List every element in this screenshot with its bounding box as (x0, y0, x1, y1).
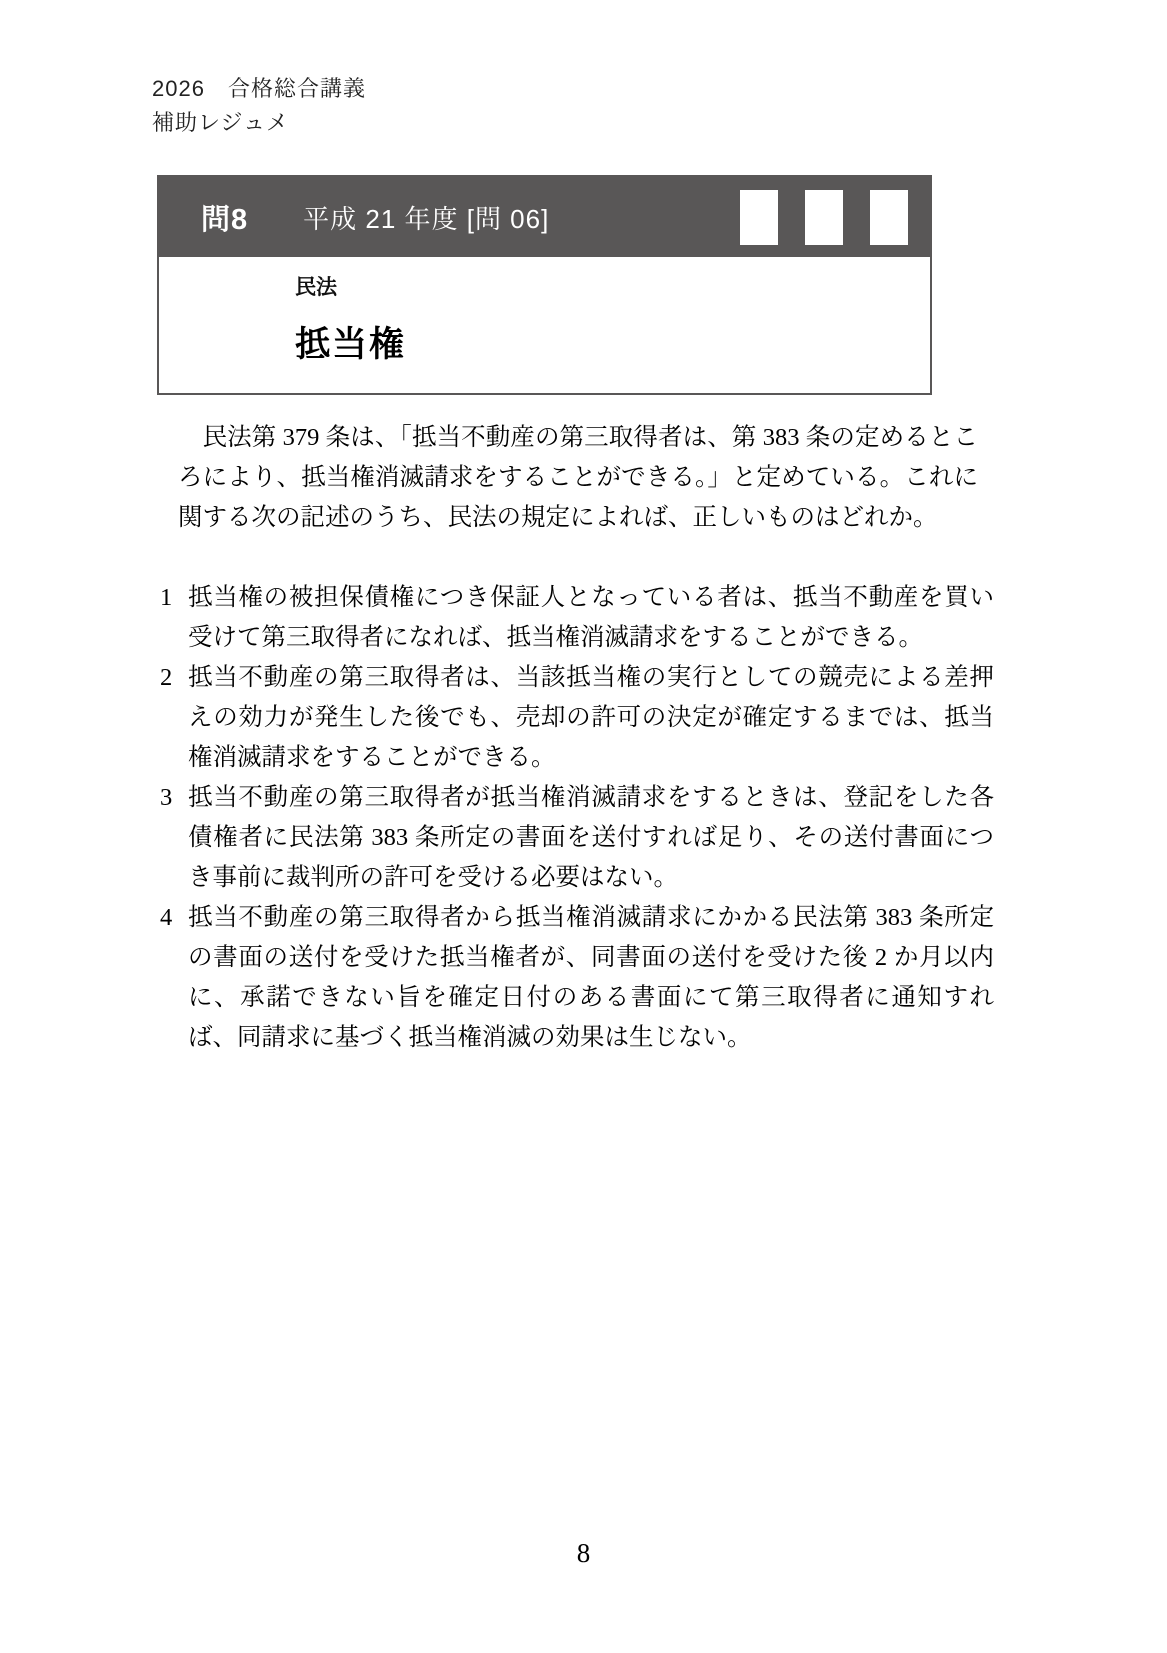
course-identifier (152, 72, 366, 140)
options-list (152, 578, 994, 1058)
option-text: 抵当権の被担保債権につき保証人となっている者は、抵当不動産を買い受けて第三取得者になれば、抵当権消滅請求をすることができる。 (188, 584, 994, 651)
option-text: 抵当不動産の第三取得者が抵当権消滅請求をするときは、登記をした各債権者に民法第 383 条所定の書面を送付すれば足り、その送付書面につき事前に裁判所の許可を受ける必要はない。 (188, 784, 994, 891)
topic-title: 抵当権 (295, 325, 407, 364)
course-subtitle: 補助レジュメ (152, 110, 290, 135)
question-stem: 民法第 379 条は、「抵当不動産の第三取得者は、第 383 条の定めるところにより、抵当権消滅請求をすることができる。」と定めている。これに関する次の記述のうち、民法の規定によれば、正しいものはどれか。 (178, 424, 978, 531)
course-title: 2026 合格総合講義 (152, 76, 366, 101)
option-number: 1 (160, 584, 173, 611)
page-number: 8 (576, 1538, 591, 1568)
option-number: 3 (160, 784, 173, 811)
option-number: 2 (160, 664, 173, 691)
option-2 (160, 658, 994, 778)
option-1 (160, 578, 994, 658)
question-header-band (159, 177, 930, 257)
option-number: 4 (160, 904, 173, 931)
answer-mark-boxes (740, 190, 908, 245)
subject-label: 民法 (295, 276, 337, 299)
option-4 (160, 898, 994, 1058)
question-number: 問8 (201, 203, 249, 236)
question-source: 平成 21 年度 [問 06] (303, 203, 550, 234)
question-header-body (159, 257, 930, 393)
option-text: 抵当不動産の第三取得者は、当該抵当権の実行としての競売による差押えの効力が発生した後でも、売却の許可の決定が確定するまでは、抵当権消滅請求をすることができる。 (188, 664, 994, 771)
question-body (152, 418, 994, 1058)
question-header-box (157, 175, 932, 395)
option-3 (160, 778, 994, 898)
answer-mark-box (805, 190, 843, 245)
option-text: 抵当不動産の第三取得者から抵当権消滅請求にかかる民法第 383 条所定の書面の送付を受けた抵当権者が、同書面の送付を受けた後 2 か月以内に、承諾できない旨を確定日付のある書面にて第三取得者に通知すれば、同請求に基づく抵当権消滅の効果は生じない。 (188, 904, 994, 1051)
answer-mark-box (870, 190, 908, 245)
answer-mark-box (740, 190, 778, 245)
